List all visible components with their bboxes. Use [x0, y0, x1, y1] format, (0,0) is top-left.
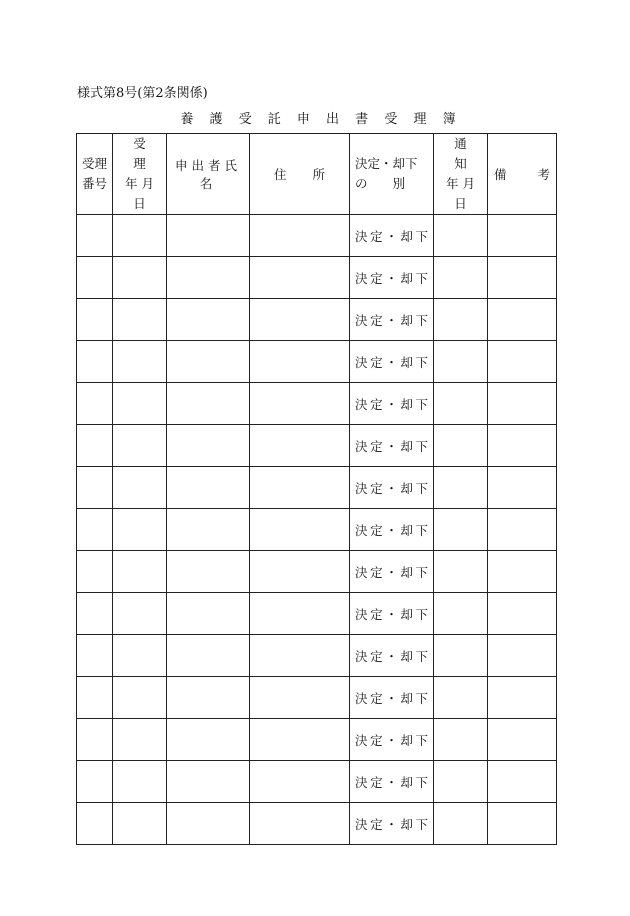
header-remarks	[488, 134, 557, 215]
cell-receipt-date	[113, 719, 167, 761]
cell-decision	[350, 467, 434, 509]
cell-remarks	[488, 215, 557, 257]
header-decision-line1: 決定・却下	[355, 156, 418, 171]
cell-notification-date	[434, 551, 488, 593]
header-receipt-date-line2: 年 月 日	[125, 176, 154, 211]
table-row	[77, 383, 557, 425]
cell-decision	[350, 803, 434, 845]
decision-option-text: 決 定 ・ 却 下	[355, 438, 428, 454]
cell-receipt-number	[77, 593, 113, 635]
cell-applicant-name	[167, 467, 250, 509]
decision-option-text: 決 定 ・ 却 下	[355, 396, 428, 412]
header-receipt-date-line1: 受 理	[133, 136, 171, 171]
cell-receipt-number	[77, 383, 113, 425]
cell-decision	[350, 257, 434, 299]
table-row	[77, 803, 557, 845]
cell-decision	[350, 341, 434, 383]
cell-decision	[350, 383, 434, 425]
cell-remarks	[488, 719, 557, 761]
cell-remarks	[488, 761, 557, 803]
cell-receipt-date	[113, 509, 167, 551]
cell-applicant-name	[167, 425, 250, 467]
cell-notification-date	[434, 383, 488, 425]
decision-option-text: 決 定 ・ 却 下	[355, 774, 428, 790]
cell-receipt-number	[77, 299, 113, 341]
cell-remarks	[488, 677, 557, 719]
table-row	[77, 257, 557, 299]
cell-receipt-date	[113, 383, 167, 425]
cell-receipt-number	[77, 803, 113, 845]
cell-receipt-date	[113, 593, 167, 635]
cell-address	[250, 425, 350, 467]
cell-receipt-date	[113, 299, 167, 341]
cell-address	[250, 467, 350, 509]
cell-receipt-date	[113, 257, 167, 299]
cell-receipt-number	[77, 677, 113, 719]
cell-address	[250, 593, 350, 635]
cell-address	[250, 383, 350, 425]
cell-applicant-name	[167, 551, 250, 593]
cell-applicant-name	[167, 803, 250, 845]
cell-receipt-number	[77, 467, 113, 509]
cell-receipt-date	[113, 761, 167, 803]
cell-remarks	[488, 257, 557, 299]
header-notification-date	[434, 134, 492, 215]
cell-receipt-number	[77, 551, 113, 593]
cell-receipt-number	[77, 425, 113, 467]
cell-applicant-name	[167, 593, 250, 635]
cell-notification-date	[434, 761, 488, 803]
cell-address	[250, 299, 350, 341]
cell-applicant-name	[167, 341, 250, 383]
table-row	[77, 761, 557, 803]
form-number: 様式第8号(第2条関係)	[77, 86, 208, 101]
table-row	[77, 425, 557, 467]
cell-applicant-name	[167, 383, 250, 425]
table-row	[77, 635, 557, 677]
cell-decision	[350, 509, 434, 551]
cell-address	[250, 677, 350, 719]
cell-applicant-name	[167, 761, 250, 803]
cell-remarks	[488, 551, 557, 593]
cell-applicant-name	[167, 719, 250, 761]
cell-receipt-number	[77, 341, 113, 383]
cell-address	[250, 509, 350, 551]
header-receipt-date	[113, 134, 171, 215]
header-address	[250, 134, 350, 215]
decision-option-text: 決 定 ・ 却 下	[355, 270, 428, 286]
table-row	[77, 593, 557, 635]
header-remarks-char2: 考	[537, 167, 550, 182]
table-row	[77, 677, 557, 719]
document-title: 養 護 受 託 申 出 書 受 理 簿	[180, 112, 462, 127]
cell-notification-date	[434, 467, 488, 509]
cell-notification-date	[434, 341, 488, 383]
cell-applicant-name	[167, 215, 250, 257]
decision-option-text: 決 定 ・ 却 下	[355, 690, 428, 706]
cell-applicant-name	[167, 635, 250, 677]
header-receipt-number-line1: 受理	[82, 156, 108, 171]
cell-receipt-number	[77, 719, 113, 761]
cell-address	[250, 215, 350, 257]
cell-receipt-number	[77, 215, 113, 257]
cell-remarks	[488, 509, 557, 551]
cell-receipt-date	[113, 341, 167, 383]
cell-address	[250, 719, 350, 761]
decision-option-text: 決 定 ・ 却 下	[355, 522, 428, 538]
cell-remarks	[488, 635, 557, 677]
cell-address	[250, 761, 350, 803]
cell-receipt-number	[77, 509, 113, 551]
cell-notification-date	[434, 635, 488, 677]
cell-receipt-date	[113, 425, 167, 467]
header-remarks-char1: 備	[494, 167, 507, 182]
cell-notification-date	[434, 215, 488, 257]
decision-option-text: 決 定 ・ 却 下	[355, 606, 428, 622]
header-notification-date-line2: 年 月 日	[446, 176, 475, 211]
cell-decision	[350, 677, 434, 719]
decision-option-text: 決 定 ・ 却 下	[355, 732, 428, 748]
cell-notification-date	[434, 257, 488, 299]
cell-decision	[350, 719, 434, 761]
decision-option-text: 決 定 ・ 却 下	[355, 228, 428, 244]
cell-receipt-date	[113, 551, 167, 593]
decision-option-text: 決 定 ・ 却 下	[355, 312, 428, 328]
cell-receipt-date	[113, 467, 167, 509]
decision-option-text: 決 定 ・ 却 下	[355, 648, 428, 664]
header-decision	[350, 134, 434, 215]
cell-receipt-number	[77, 635, 113, 677]
cell-decision	[350, 635, 434, 677]
cell-notification-date	[434, 593, 488, 635]
cell-receipt-date	[113, 803, 167, 845]
cell-decision	[350, 215, 434, 257]
cell-decision	[350, 551, 434, 593]
cell-decision	[350, 299, 434, 341]
decision-option-text: 決 定 ・ 却 下	[355, 480, 428, 496]
cell-receipt-date	[113, 677, 167, 719]
decision-option-text: 決 定 ・ 却 下	[355, 354, 428, 370]
register-body	[77, 215, 557, 845]
cell-applicant-name	[167, 677, 250, 719]
register-table	[76, 133, 557, 845]
cell-remarks	[488, 425, 557, 467]
cell-receipt-number	[77, 257, 113, 299]
header-applicant-name-label: 申出者氏名	[174, 158, 241, 191]
header-receipt-number-line2: 番号	[82, 176, 108, 191]
cell-receipt-number	[77, 761, 113, 803]
header-address-char1: 住	[274, 167, 287, 182]
cell-address	[250, 257, 350, 299]
decision-option-text: 決 定 ・ 却 下	[355, 564, 428, 580]
cell-decision	[350, 593, 434, 635]
header-notification-date-line1: 通 知	[454, 136, 492, 171]
cell-remarks	[488, 593, 557, 635]
cell-address	[250, 635, 350, 677]
cell-decision	[350, 761, 434, 803]
cell-address	[250, 341, 350, 383]
table-row	[77, 509, 557, 551]
header-address-char2: 所	[312, 167, 325, 182]
cell-receipt-date	[113, 215, 167, 257]
cell-remarks	[488, 803, 557, 845]
table-row	[77, 719, 557, 761]
cell-remarks	[488, 341, 557, 383]
cell-applicant-name	[167, 257, 250, 299]
cell-applicant-name	[167, 299, 250, 341]
header-row	[77, 134, 557, 215]
cell-remarks	[488, 299, 557, 341]
header-applicant-name	[167, 134, 250, 215]
cell-notification-date	[434, 719, 488, 761]
table-row	[77, 215, 557, 257]
header-decision-line2: の 別	[355, 176, 406, 191]
decision-option-text: 決 定 ・ 却 下	[355, 816, 428, 832]
header-receipt-number	[77, 134, 113, 215]
cell-notification-date	[434, 425, 488, 467]
cell-notification-date	[434, 677, 488, 719]
cell-notification-date	[434, 509, 488, 551]
cell-address	[250, 803, 350, 845]
cell-notification-date	[434, 803, 488, 845]
cell-applicant-name	[167, 509, 250, 551]
table-row	[77, 341, 557, 383]
cell-decision	[350, 425, 434, 467]
table-row	[77, 299, 557, 341]
cell-notification-date	[434, 299, 488, 341]
cell-address	[250, 551, 350, 593]
cell-remarks	[488, 467, 557, 509]
table-row	[77, 551, 557, 593]
cell-receipt-date	[113, 635, 167, 677]
table-row	[77, 467, 557, 509]
cell-remarks	[488, 383, 557, 425]
